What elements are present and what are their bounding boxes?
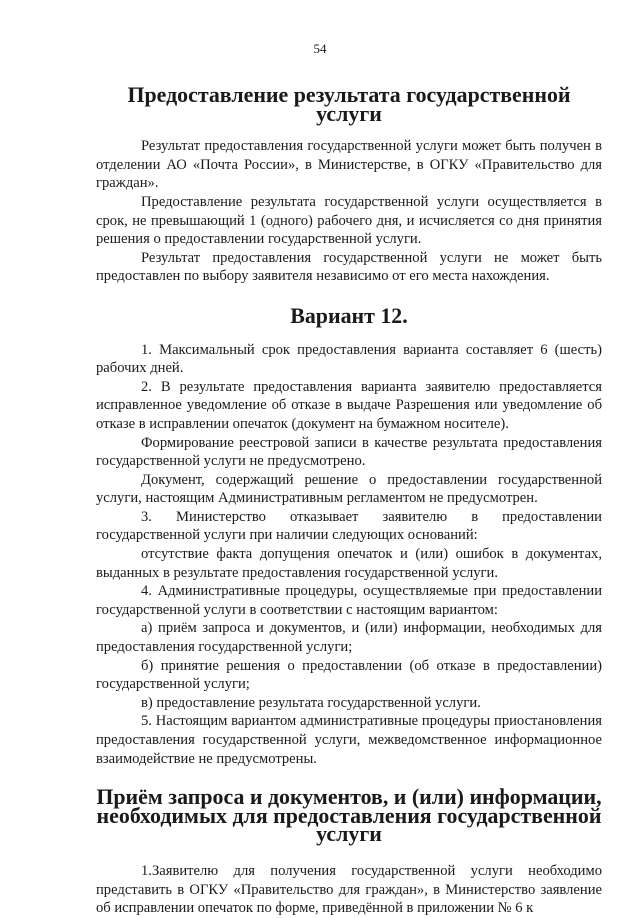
paragraph: Предоставление результата государственной услуги осуществляется в срок, не превышающий 1 (одного) рабочего дня, и исчисляется со дня принятия решения о предоставлении государственной услуги. [96, 193, 602, 248]
paragraph: 5. Настоящим вариантом административные процедуры приостановления предоставления государственной услуги, межведомственное информационное взаимодействие не предусмотрены. [96, 713, 602, 767]
section-heading-request: Приём запроса и документов, и (или) информации, необходимых для предоставления государственной услуги [96, 784, 602, 847]
paragraph: 1. Максимальный срок предоставления варианта составляет 6 (шесть) рабочих дней. [96, 341, 602, 377]
paragraph: 2. В результате предоставления варианта заявителю предоставляется исправленное уведомление об отказе в выдаче Разрешения или уведомление об отказе в исправлении опечаток (документ на бумажном носителе). [96, 378, 602, 432]
paragraph: а) приём запроса и документов, и (или) информации, необходимых для предоставления государственной услуги; [96, 620, 602, 656]
section-heading-variant: Вариант 12. [290, 302, 408, 328]
paragraph: Формирование реестровой записи в качестве результата предоставления государственной услуги не предусмотрено. [96, 434, 602, 470]
paragraph: в) предоставление результата государственной услуги. [141, 694, 481, 711]
page-number: 54 [313, 41, 327, 56]
paragraph: Результат предоставления государственной услуги может быть получен в отделении АО «Почта России», в Министерстве, в ОГКУ «Правительство для граждан». [96, 138, 602, 192]
page-content [96, 82, 602, 918]
paragraph: отсутствие факта допущения опечаток и (или) ошибок в документах, выданных в результате предоставления государственной услуги. [96, 546, 602, 581]
paragraph: Результат предоставления государственной услуги не может быть предоставлен по выбору заявителя независимо от его места нахождения. [96, 249, 602, 285]
paragraph: 1.Заявителю для получения государственной услуги необходимо представить в ОГКУ «Правительство для граждан», в Министерство заявление об исправлении опечаток по форме, приведённой в приложении № 6 к [96, 862, 602, 917]
paragraph: б) принятие решения о предоставлении (об отказе в предоставлении) государственной услуги; [96, 657, 602, 693]
paragraph: 4. Административные процедуры, осуществляемые при предоставлении государственной услуги в соответствии с настоящим вариантом: [96, 583, 602, 618]
paragraph: Документ, содержащий решение о предоставлении государственной услуги, настоящим Административным регламентом не предусмотрен. [96, 471, 602, 507]
section-heading-result: Предоставление результата государственной услуги [127, 82, 571, 126]
paragraph: 3. Министерство отказывает заявителю в предоставлении государственной услуги при наличии следующих оснований: [96, 508, 602, 544]
